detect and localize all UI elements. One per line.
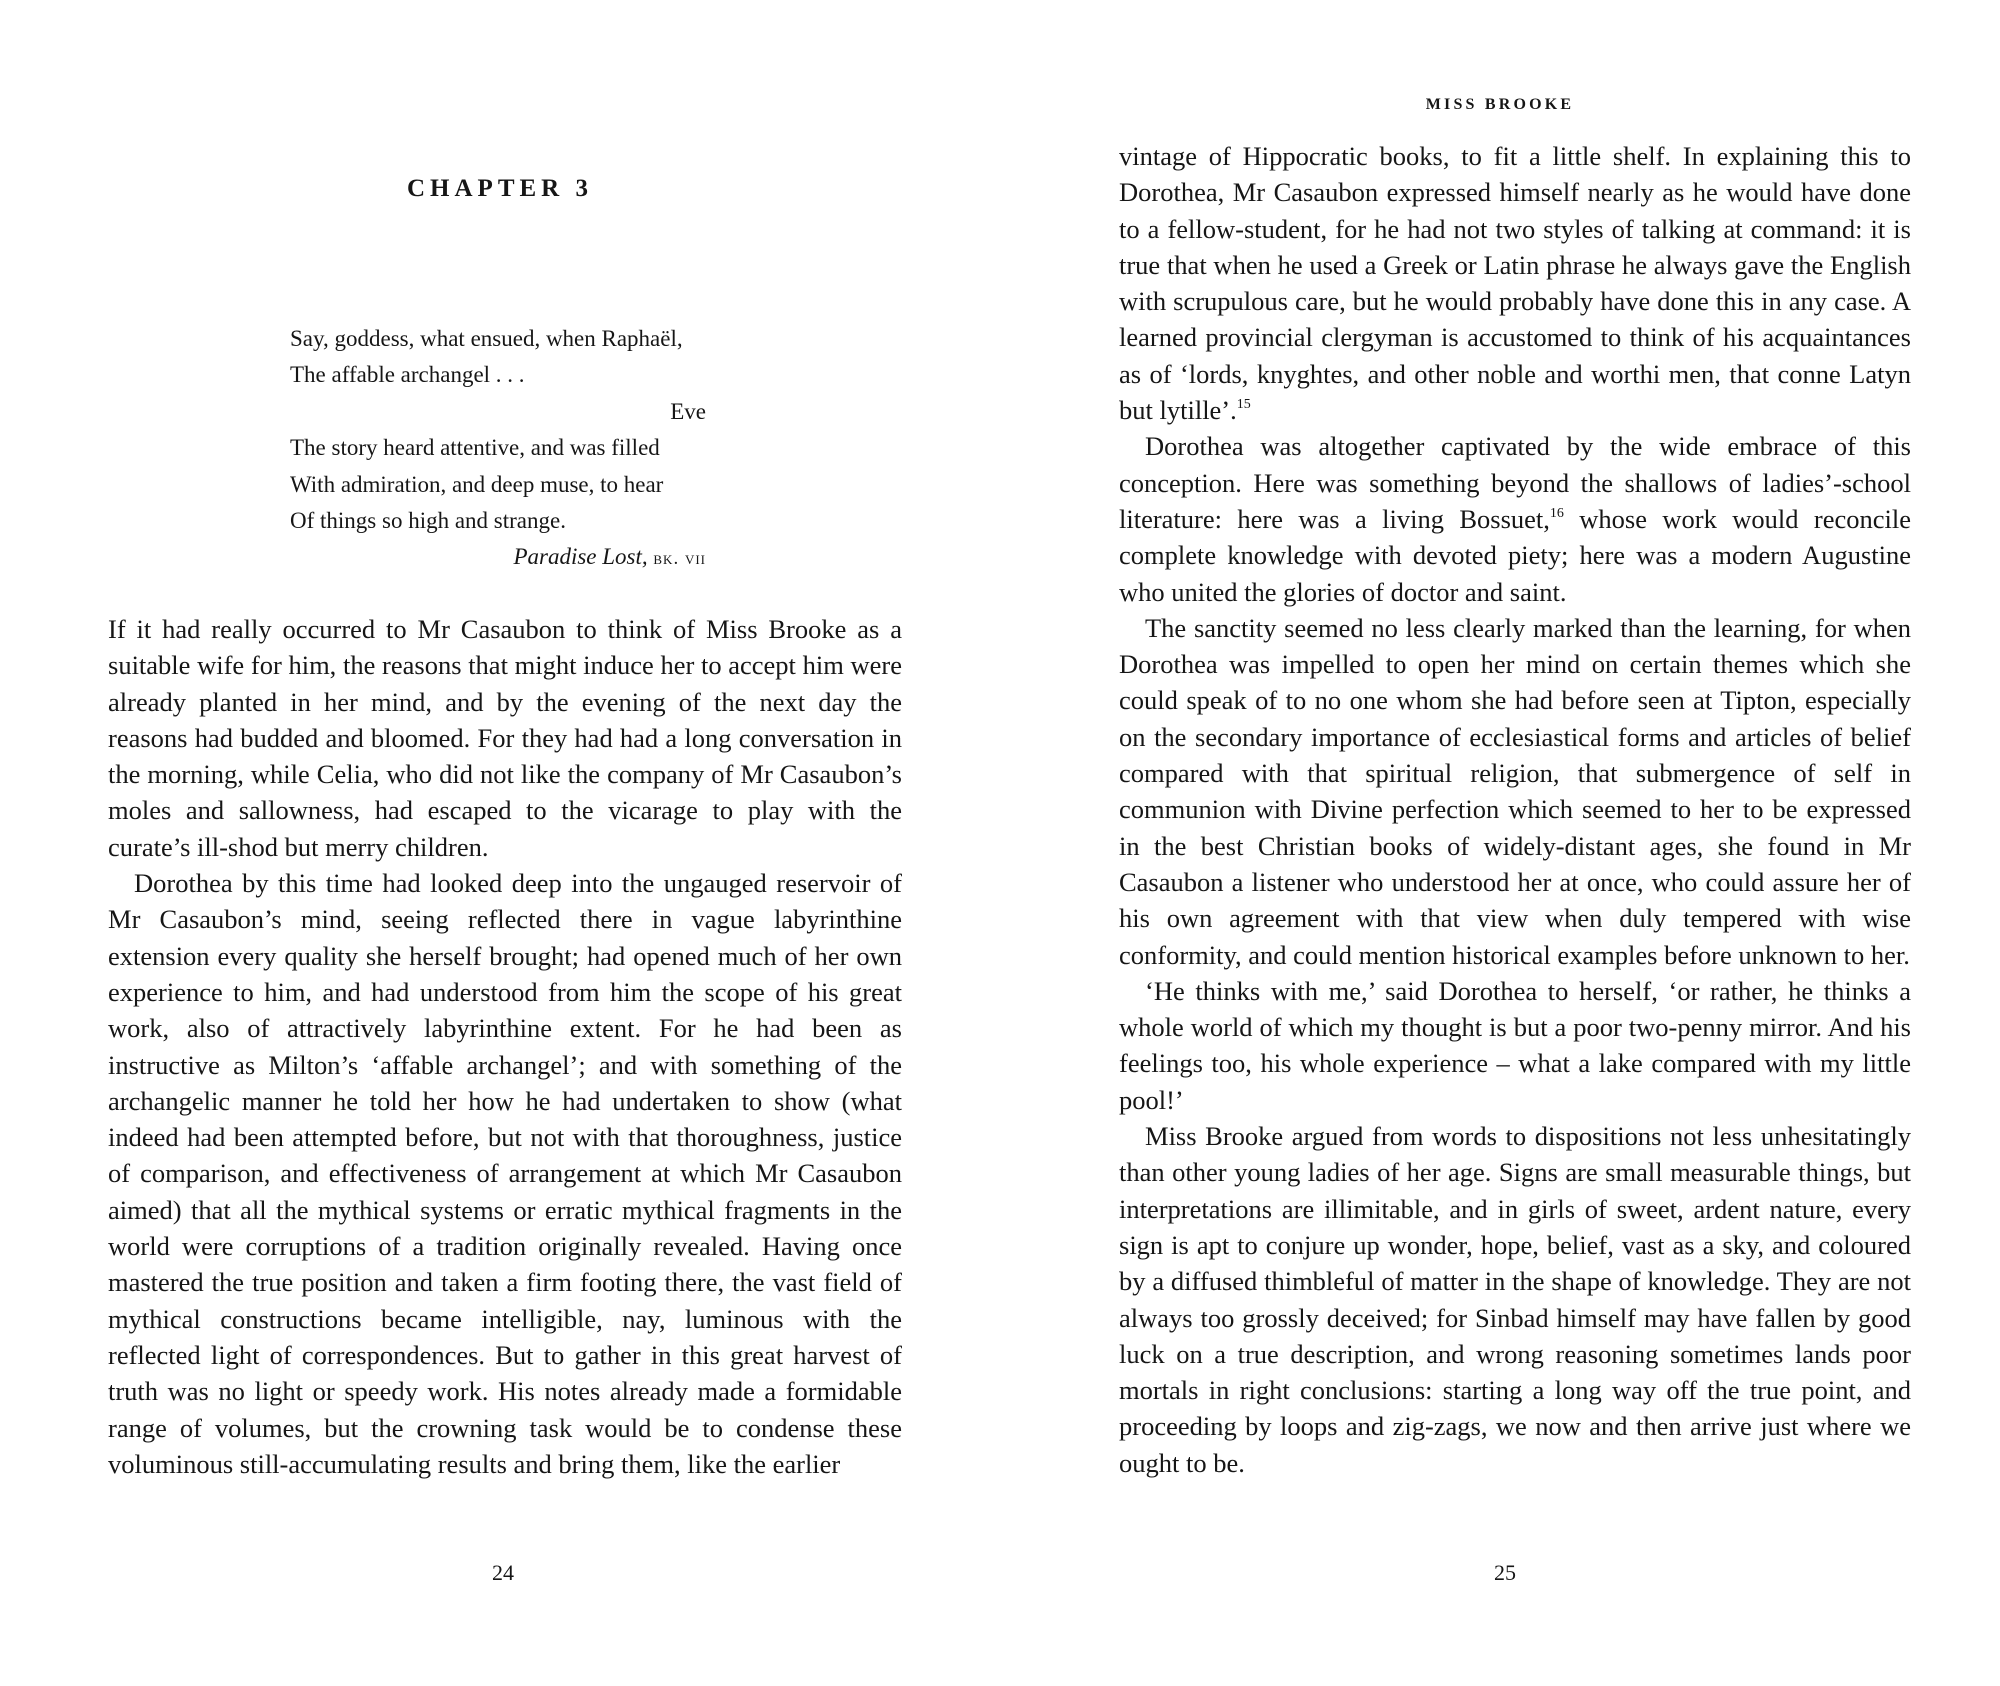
paragraph-text: vintage of Hippocratic books, to fit a little shelf. In explaining this to Dorothea, Mr Casaubon expressed himself nearly as he would have done to a fellow-student, for he had not two styles of talking at command: it is true that when he used a Greek or Latin phrase he always gave the English with scrupulous care, but he would probably have done this in any case. A learned provincial clergyman is accustomed to think of his acquaintances as of ‘lords, knyghtes, and other noble and worthi men, that conne Latyn but lytille’. [1119,141,1911,426]
right-body-text [1119,138,1911,1481]
epigraph-source-book: bk. vii [653,548,706,570]
page-number: 24 [492,1560,514,1585]
paragraph [1119,138,1911,428]
paragraph-text: Dorothea was altogether captivated by the wide embrace of this conception. Here was something beyond the shallows of ladies’-school literature: here was a living Bossuet, [1119,431,1911,534]
paragraph [1119,428,1911,609]
chapter-title: CHAPTER 3 [407,175,593,202]
epigraph-source [290,539,706,575]
left-body-text [108,611,902,1482]
paragraph: If it had really occurred to Mr Casaubon to think of Miss Brooke as a suitable wife for him, the reasons that might induce her to accept him were already planted in her mind, and by the evening of the next day the reasons had budded and bloomed. For they had had a long conversation in the morning, while Celia, who did not like the company of Mr Casaubon’s moles and sallowness, had escaped to the vicarage to play with the curate’s ill-shod but merry children. [108,614,902,862]
epigraph-line: With admiration, and deep muse, to hear [290,471,664,497]
epigraph-speaker: Eve [670,398,706,424]
epigraph-line: Of things so high and strange. [290,507,566,533]
page-number: 25 [1494,1560,1516,1585]
paragraph-text: whose work would reconcile complete knowledge with devoted piety; here was a modern Augustine who united the glories of doctor and saint. [1119,503,1911,607]
epigraph-source-title: Paradise Lost, [513,544,648,570]
right-page [1000,0,2000,1686]
paragraph: ‘He thinks with me,’ said Dorothea to herself, ‘or rather, he thinks a whole world of which my thought is but a poor two-penny mirror. And his feelings too, his whole experience – what a lake compared with my little pool!’ [1119,975,1911,1115]
paragraph: Miss Brooke argued from words to dispositions not less unhesitatingly than other young ladies of her age. Signs are small measurable things, but interpretations are illimitable, and in girls of sweet, ardent nature, every sign is apt to conjure up wonder, hope, belief, vast as a sky, and coloured by a diffused thimbleful of matter in the shape of knowledge. They are not always too grossly deceived; for Sinbad himself may have fallen by good luck on a true description, and wrong reasoning sometimes lands poor mortals in right conclusions: starting a long way off the true point, and proceeding by loops and zig-zags, we now and then arrive just where we ought to be. [1119,1121,1911,1478]
footnote-ref[interactable]: 16 [1549,505,1564,521]
epigraph-line: The affable archangel . . . [290,362,525,388]
paragraph: The sanctity seemed no less clearly marked than the learning, for when Dorothea was impelled to open her mind on certain themes which she could speak of to no one whom she had before seen at Tipton, especially on the secondary importance of ecclesiastical forms and articles of belief compared with that spiritual religion, that submergence of self in communion with Divine perfection which seemed to her to be expressed in the best Christian books of widely-distant ages, she found in Mr Casaubon a listener who understood her at once, who could assure her of his own agreement with that view when duly tempered with wise conformity, and could mention historical examples before unknown to her. [1119,612,1911,970]
epigraph-line: Say, goddess, what ensued, when Raphaël, [290,326,683,351]
footnote-ref[interactable]: 15 [1236,397,1251,413]
paragraph: Dorothea by this time had looked deep into the ungauged reservoir of Mr Casaubon’s mind, seeing reflected there in vague labyrinthine extension every quality she herself brought; had opened much of her own experience to him, and had understood from him the scope of his great work, also of attractively labyrinthine extent. For he had been as instructive as Milton’s ‘affable archangel’; and with something of the archangelic manner he told her how he had undertaken to show (what indeed had been attempted before, but not with that thoroughness, justice of comparison, and effectiveness of arrangement at which Mr Casaubon aimed) that all the mythical systems or erratic mythical fragments in the world were corruptions of a tradition originally revealed. Having once mastered the true position and taken a firm footing there, the vast field of mythical constructions became intelligible, nay, luminous with the reflected light of correspondences. But to gather in this great harvest of truth was no light or speedy work. His notes already made a formidable range of volumes, but the crowning task would be to condense these voluminous still-accumulating results and bring them, like the earlier [108,868,902,1479]
epigraph [290,321,706,576]
running-head: MISS BROOKE [1425,96,1575,113]
epigraph-line: The story heard attentive, and was filled [290,435,660,461]
